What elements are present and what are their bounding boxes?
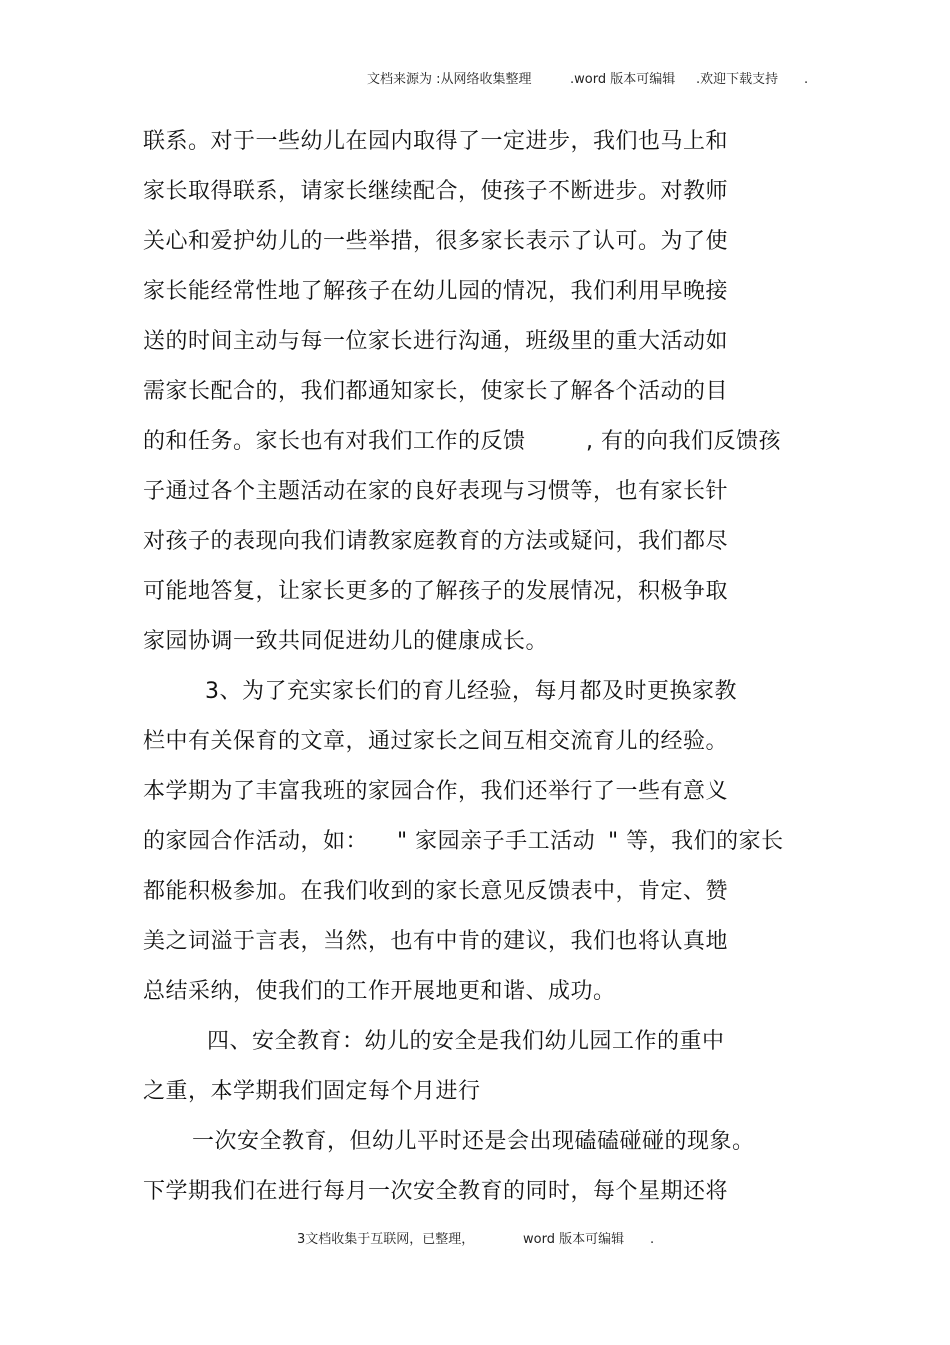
text-line: 家长取得联系，请家长继续配合，使孩子不断进步。对教师 [143,179,729,204]
text-line: 的家园合作活动，如： [143,829,369,854]
text-line: 子通过各个主题活动在家的良好表现与习惯等，也有家长针 [143,479,729,504]
text-line: 家园协调一致共同促进幼儿的健康成长。 [143,629,549,654]
text-line: 关心和爱护幼儿的一些举措，很多家长表示了认可。为了使 [143,229,729,254]
header-welcome-text: .欢迎下载支持 [696,72,779,87]
text-line: 总结采纳，使我们的工作开展地更和谐、成功。 [143,979,616,1004]
text-line-quote: " 家园亲子手工活动 [397,829,596,854]
header-dot: . [804,72,809,87]
text-line: 栏中有关保育的文章，通过家长之间互相交流育儿的经验。 [143,729,729,754]
text-line: 本学期为了丰富我班的家园合作，我们还举行了一些有意义 [143,779,729,804]
text-line: 可能地答复，让家长更多的了解孩子的发展情况，积极争取 [143,579,729,604]
text-line: 都能积极参加。在我们收到的家长意见反馈表中，肯定、赞 [143,879,729,904]
text-line: 四、安全教育：幼儿的安全是我们幼儿园工作的重中 [207,1029,725,1054]
page-header [0,70,950,94]
text-line: 的和任务。家长也有对我们工作的反馈 [143,429,526,454]
text-line: 一次安全教育，但幼儿平时还是会出现磕磕碰碰的现象。 [192,1129,755,1154]
footer-dot: . [650,1232,655,1247]
header-editable-text: .word 版本可编辑 [570,72,676,87]
text-line: 送的时间主动与每一位家长进行沟通，班级里的重大活动如 [143,329,729,354]
text-line: 之重，本学期我们固定每个月进行 [143,1079,481,1104]
footer-editable-text: word 版本可编辑 [523,1232,625,1247]
text-line: 3、为了充实家长们的育儿经验，每月都及时更换家教 [205,679,737,704]
header-source-text: 文档来源为 :从网络收集整理 [367,72,532,87]
text-line-continuation: " 等，我们的家长 [608,829,784,854]
text-line-continuation: , 有的向我们反馈孩 [586,429,781,454]
text-line: 家长能经常性地了解孩子在幼儿园的情况，我们利用早晚接 [143,279,729,304]
text-line: 联系。对于一些幼儿在园内取得了一定进步，我们也马上和 [143,129,729,154]
page-footer [0,1230,950,1254]
text-line: 下学期我们在进行每月一次安全教育的同时，每个星期还将 [143,1179,729,1204]
text-line: 对孩子的表现向我们请教家庭教育的方法或疑问，我们都尽 [143,529,729,554]
footer-collected-text: 3文档收集于互联网，已整理， [297,1232,475,1247]
text-line: 需家长配合的，我们都通知家长，使家长了解各个活动的目 [143,379,729,404]
text-line: 美之词溢于言表，当然，也有中肯的建议，我们也将认真地 [143,929,729,954]
